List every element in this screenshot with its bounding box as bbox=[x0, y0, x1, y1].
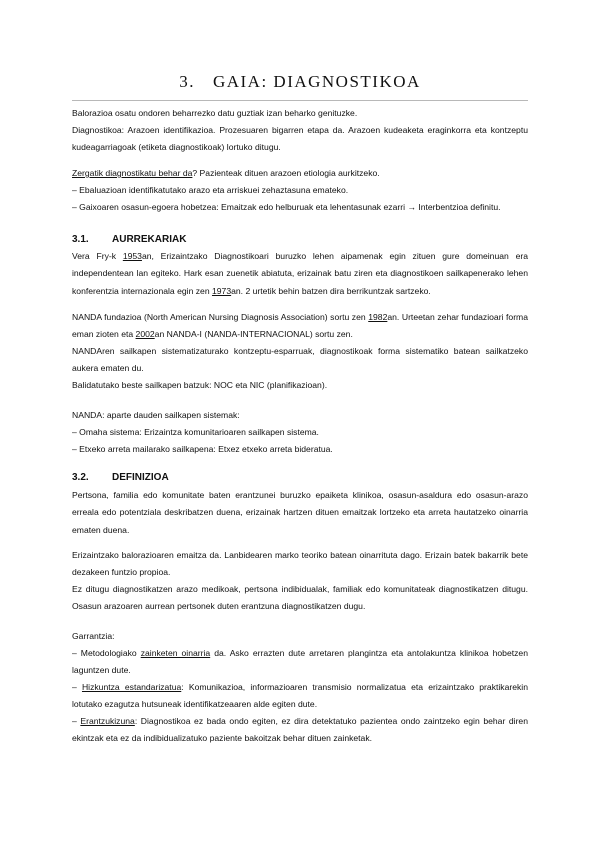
section-title: AURREKARIAK bbox=[112, 234, 187, 245]
history-paragraph-3: NANDAren sailkapen sistematizaturako kontzeptu-esparruak, diagnostikoak forma sistematiko batean sailkatzeko aukera ematen du. bbox=[72, 346, 528, 374]
why-bullet-2: – Gaixoaren osasun-egoera hobetzea: Emaitzak edo helburuak eta lehentasunak ezarri → Interbentzioa definitu. bbox=[72, 202, 501, 212]
section-heading-3-1 bbox=[72, 234, 186, 245]
why-bullet-1: – Ebaluazioan identifikatutako arazo eta arriskuei zehaztasuna emateko. bbox=[72, 185, 349, 195]
why-question-underlined: Zergatik diagnostikatu behar da bbox=[72, 168, 193, 178]
importance-term-2: Hizkuntza estandarizatua bbox=[81, 682, 182, 692]
year-2002: 2002 bbox=[135, 329, 155, 340]
year-1953: 1953 bbox=[122, 251, 142, 261]
section-number: 3.2. bbox=[72, 472, 89, 483]
intro-line-1: Balorazioa osatu ondoren beharrezko datu guztiak izan beharko genituzke. bbox=[72, 108, 358, 118]
definition-paragraph-3: Ez ditugu diagnostikatzen arazo medikoak, pertsona indibidualak, familiak edo komunitateak diagnostikatzen ditugu. Osasun arazoaren aurrean pertsonek duten erantzuna diagnostikatzen dugu. bbox=[72, 584, 528, 612]
chapter-number: 3. bbox=[179, 72, 195, 91]
intro-line-2: Diagnostikoa: Arazoen identifikazioa. Prozesuaren bigarren etapa da. Arazoen kudeaketa eraginkorra eta kontzeptu kudeagarriagoak (etiketa diagnostikoak) lortuko ditugu. bbox=[72, 125, 528, 153]
nanda-systems-intro: NANDA: aparte dauden sailkapen sistemak: bbox=[72, 410, 240, 420]
definition-paragraph-1: Pertsona, familia edo komunitate baten erantzunei buruzko epaiketa klinikoa, osasun-asaldura edo osasun-arazo erreala edo potentziala deskribatzen duena, erizainak hartzen dituen emaitzak lortzeko eta arreta hautatzeko oinarria ematen duena. bbox=[72, 490, 528, 535]
title-divider bbox=[72, 100, 528, 101]
year-1982: 1982 bbox=[368, 312, 388, 322]
why-question bbox=[72, 165, 528, 182]
history-paragraph-4: Balidatutako beste sailkapen batzuk: NOC eta NIC (planifikazioan). bbox=[72, 380, 328, 390]
section-number: 3.1. bbox=[72, 234, 89, 245]
importance-term-1: zainketen oinarria bbox=[140, 648, 211, 658]
importance-item-1: – Metodologiako zainketen oinarria da. Asko errazten dute arretaren plangintza eta antolakuntza klinikoa hobetzen laguntzen dute. bbox=[72, 648, 528, 676]
section-title: DEFINIZIOA bbox=[112, 472, 169, 483]
history-paragraph-2: NANDA fundazioa (North American Nursing Diagnosis Association) sortu zen 1982an. Urteetan zehar fundazioari forma eman zioten eta 2002an NANDA-I (NANDA-INTERNACIONAL) sortu zen. bbox=[72, 312, 528, 340]
history-paragraph-1: Vera Fry-k 1953an, Erizaintzako Diagnostikoari buruzko lehen aipamenak egin zituen gure domeinuan era independentean lan egiteko. Hark esan zuenetik abiatuta, erizainak batu ziren eta diagnostikoen sailkapenerako lehen konferentzia internazionala egin zen 1973an. 2 urtetik behin batzen dira berrikuntzak sartzeko. bbox=[72, 251, 528, 296]
importance-title: Garrantzia: bbox=[72, 631, 115, 641]
year-1973: 1973 bbox=[211, 285, 232, 296]
chapter-title: GAIA: DIAGNOSTIKOA bbox=[212, 72, 421, 91]
nanda-bullet-2: – Etxeko arreta mailarako sailkapena: Etxez etxeko arreta bideratua. bbox=[72, 444, 333, 454]
importance-item-2: – Hizkuntza estandarizatua: Komunikazioa, informazioaren transmisio normalizatua eta erizaintzako praktikarekin lotutako ezagutza hutsuneak identifikatzeaaren alde egiten dute. bbox=[72, 682, 528, 710]
definition-paragraph-2: Erizaintzako balorazioaren emaitza da. Lanbidearen marko teoriko batean oinarrituta dago. Erizain batek bakarrik bete dezakeen funtzio propioa. bbox=[72, 550, 528, 578]
importance-item-3: – Erantzukizuna: Diagnostikoa ez bada ondo egiten, ez dira detektatuko pazientea ondo zaintzeko egin behar diren ekintzak eta ez da indibidualizatuko paziente bakoitzak behar dituen zainketak. bbox=[72, 716, 528, 744]
why-question-rest: ? Pazienteak dituen arazoen etiologia aurkitzeko. bbox=[192, 168, 380, 178]
importance-term-3: Erantzukizuna bbox=[80, 716, 135, 726]
section-heading-3-2 bbox=[72, 472, 169, 483]
page-title bbox=[72, 72, 528, 92]
nanda-bullet-1: – Omaha sistema: Erizaintza komunitarioaren sailkapen sistema. bbox=[72, 427, 319, 437]
